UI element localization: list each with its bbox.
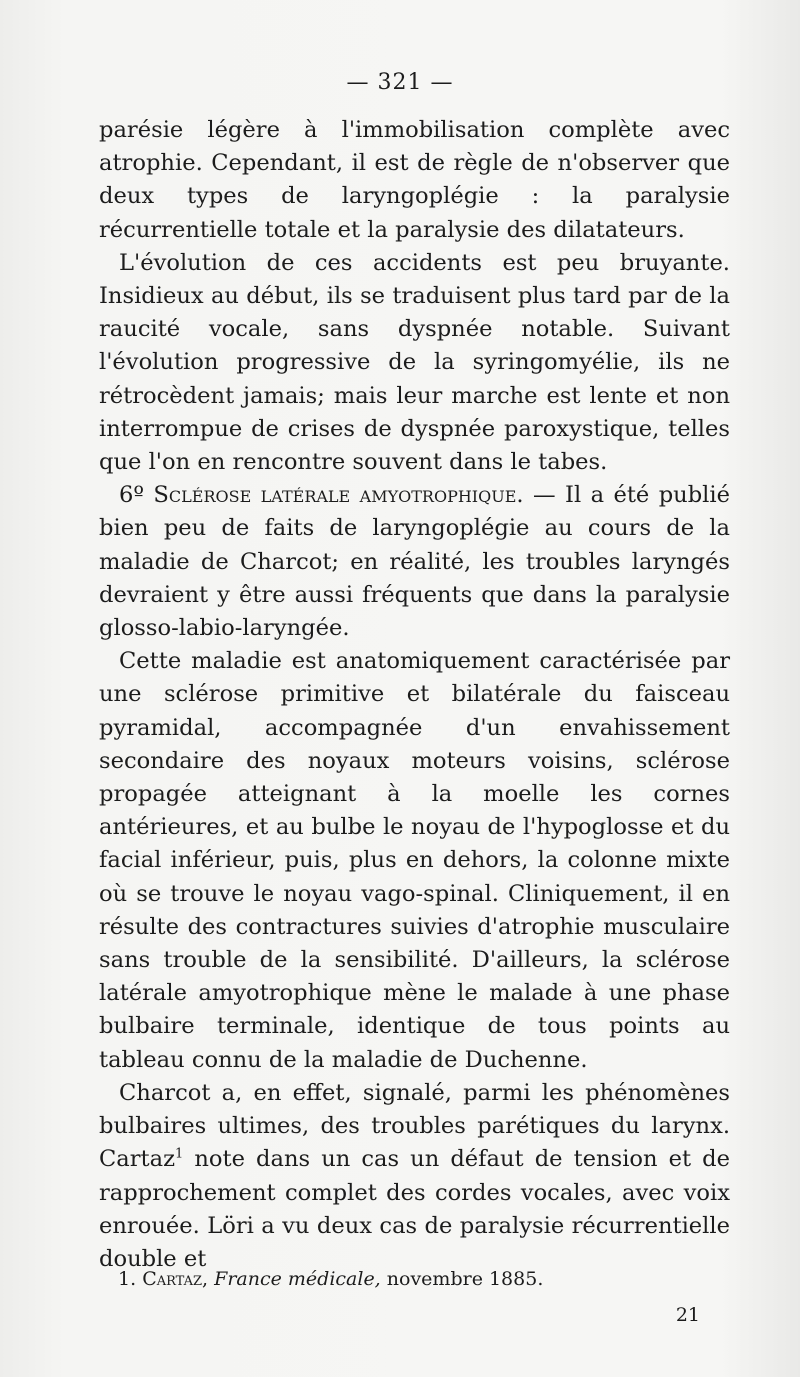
footnote	[118, 1266, 718, 1292]
paragraph	[99, 645, 730, 1077]
paragraph-text: L'évolution de ces accidents est peu bruyante. Insidieux au début, ils se traduisent plus tard par de la raucité vocale, sans dyspnée notable. Suivant l'évolution progressive de la syringomyélie, ils ne rétrocèdent jamais; mais leur marche est lente et non interrompue de crises de dyspnée paroxystique, telles que l'on en rencontre souvent dans le tabes.	[99, 249, 730, 476]
body-text	[99, 114, 730, 1276]
section-number: 6º	[119, 482, 144, 509]
paragraph-text: Charcot a, en effet, signalé, parmi les phénomènes bulbaires ultimes, des troubles parétiques du larynx. Cartaz	[99, 1079, 730, 1173]
page-number: — 321 —	[346, 70, 454, 95]
paragraph-text: parésie légère à l'immobilisation complète avec atrophie. Cependant, il est de règle de n'observer que deux types de laryngoplégie : la paralysie récurrentielle totale et la paralysie des dilatateurs.	[99, 117, 730, 243]
paragraph	[99, 247, 730, 479]
footnote-rest: novembre 1885.	[380, 1268, 544, 1290]
footnote-number: 1.	[118, 1268, 137, 1290]
signature-mark: 21	[675, 1304, 700, 1326]
paragraph-text: — Il a été publié bien peu de faits de laryngoplégie au cours de la maladie de Charcot; en réalité, les troubles laryngés devraient y être aussi fréquents que dans la paralysie glosso-labio-laryngée.	[99, 482, 731, 642]
section-heading: Sclérose latérale amyotrophique.	[153, 482, 524, 509]
section-paragraph	[99, 479, 730, 645]
paragraph	[99, 114, 730, 247]
footnote-reference[interactable]: 1	[175, 1146, 184, 1162]
paragraph-text: note dans un cas un défaut de tension et de rapprochement complet des cordes vocales, avec voix enrouée. Löri a vu deux cas de paralysie récurrentielle double et	[99, 1146, 730, 1272]
footnote-title: France médicale,	[214, 1268, 381, 1290]
paragraph	[99, 1077, 730, 1276]
paragraph-text: Cette maladie est anatomiquement caractérisée par une sclérose primitive et bilatérale du faisceau pyramidal, accompagnée d'un envahissement secondaire des noyaux moteurs voisins, sclérose propagée atteignant à la moelle les cornes antérieures, et au bulbe le noyau de l'hypoglosse et du facial inférieur, puis, plus en dehors, la colonne mixte où se trouve le noyau vago-spinal. Cliniquement, il en résulte des contractures suivies d'atrophie musculaire sans trouble de la sensibilité. D'ailleurs, la sclérose latérale amyotrophique mène le malade à une phase bulbaire terminale, identique de tous points au tableau connu de la maladie de Duchenne.	[99, 648, 730, 1073]
footnote-author: Cartaz,	[142, 1268, 209, 1290]
